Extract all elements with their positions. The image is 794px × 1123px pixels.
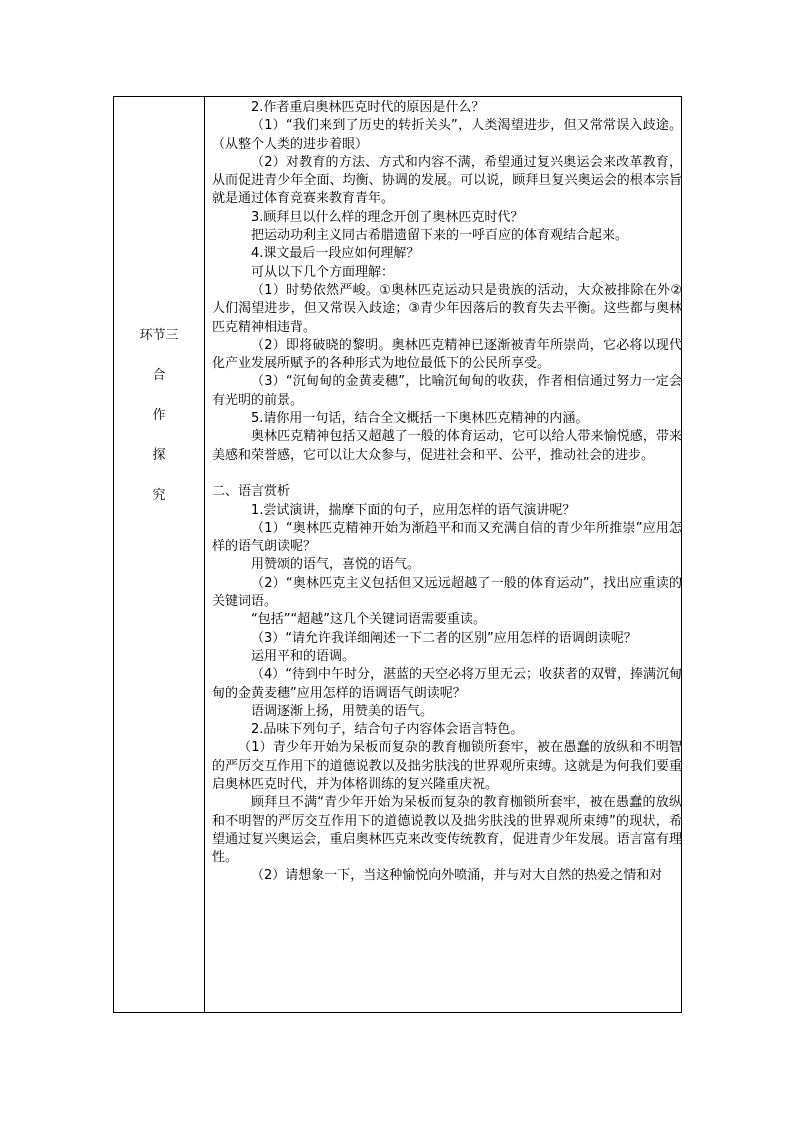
blank-line (212, 465, 682, 483)
content-paragraph: （3）“请允许我详细阐述一下二者的区别”应用怎样的语调朗读呢？ (251, 630, 637, 646)
section-label-title: 环节三 (139, 328, 179, 343)
content-paragraph: 二、语言赏析 (212, 484, 291, 500)
section-label-char-3: 探 (152, 448, 166, 463)
content-paragraph: （2）“奥林匹克主义包括但又远远超越了一般的体育运动”，找出应重读的关键词语。 (212, 575, 682, 610)
content-paragraph: 奥林匹克精神包括又超越了一般的体育运动，它可以给人带来愉悦感，带来美感和荣誉感，它可以让大众参与，促进社会和平、公平，推动社会的进步。 (212, 429, 682, 463)
content-paragraph: 2.品味下列句子，结合句子内容体会语言特色。 (251, 722, 524, 738)
content-paragraph: 3.顾拜旦以什么样的理念开创了奥林匹克时代？ (251, 209, 524, 225)
content-paragraph: （2）请想象一下，当这种愉悦向外喷涌，并与对大自然的热爱之情和对 (251, 868, 663, 884)
content-paragraph: （1）时势依然严峻。①奥林匹克运动只是贵族的活动，大众被排除在外②人们渴望进步，但又常误入歧途；③青少年因落后的教育失去平衡。这些都与奥林匹克精神相违背。 (212, 282, 682, 335)
content-paragraph: 用赞颂的语气，喜悦的语气。 (251, 557, 421, 573)
content-paragraph: （1）“我们来到了历史的转折关头”，人类渴望进步，但又常常误入歧途。（从整个人类的进步着眼） (212, 118, 682, 152)
content-paragraph: 把运动功利主义同古希腊遗留下来的一呼百应的体育观结合起来。 (251, 228, 629, 244)
section-label-char-1: 合 (152, 368, 166, 383)
lesson-table (113, 96, 682, 1013)
content-paragraph: （3）“沉甸甸的金黄麦穗”，比喻沉甸甸的收获，作者相信通过努力一定会有光明的前景。 (212, 374, 682, 408)
content-paragraph: 2.作者重启奥林匹克时代的原因是什么？ (251, 100, 485, 115)
content-paragraph: 运用平和的语调。 (251, 648, 356, 664)
section-label-char-4: 究 (152, 488, 166, 503)
content-paragraph: （2）即将破晓的黎明。奥林匹克精神已逐渐被青年所崇尚，它必将以现代化产业发展所赋予的各种形式为地位最低下的公民所享受。 (212, 337, 682, 372)
content-paragraph: 顾拜旦不满“青少年开始为呆板而复杂的教育枷锁所套牢，被在愚蠢的放纵和不明智的严厉交互作用下的道德说教以及拙劣肤浅的世界观所束缚”的现状，希望通过复兴奥运会，重启奥林匹克来改变传统教育，促进青少年发展。语言富有理性。 (212, 795, 682, 866)
content-paragraph: 5.请你用一句话，结合全文概括一下奥林匹克精神的内涵。 (251, 411, 589, 427)
content-paragraph: 可从以下几个方面理解： (251, 264, 395, 280)
content-paragraph: （4）“待到中午时分，湛蓝的天空必将万里无云；收获者的双臂，捧满沉甸甸的金黄麦穗”应用怎样的语调语气朗读呢？ (212, 667, 683, 701)
content-paragraph: 4.课文最后一段应如何理解？ (251, 246, 420, 262)
content-paragraph: （1）“奥林匹克精神开始为渐趋平和而又充满自信的青少年所推崇”应用怎样的语气朗读呢？ (212, 520, 682, 555)
section-label-cell (114, 97, 204, 1012)
content-paragraph: （1）青少年开始为呆板而复杂的教育枷锁所套牢，被在愚蠢的放纵和不明智的严厉交互作用下的道德说教以及拙劣肤浅的世界观所束缚。这就是为何我们要重启奥林匹克时代，并为体格训练的复兴隆重庆祝。 (212, 740, 682, 792)
section-label-char-2: 作 (152, 408, 166, 423)
content-paragraph: 1.尝试演讲，揣摩下面的句子，应用怎样的语气演讲呢？ (251, 502, 576, 518)
content-cell (212, 99, 682, 886)
content-paragraph: 语调逐渐上扬，用赞美的语气。 (251, 703, 434, 719)
content-paragraph: （2）对教育的方法、方式和内容不满，希望通过复兴奥运会来改革教育，从而促进青少年全面、均衡、协调的发展。可以说，顾拜旦复兴奥运会的根本宗旨就是通过体育竞赛来教育青年。 (212, 154, 682, 207)
column-divider (204, 97, 205, 1012)
content-paragraph: “包括”“超越”这几个关键词语需要重读。 (251, 612, 486, 628)
